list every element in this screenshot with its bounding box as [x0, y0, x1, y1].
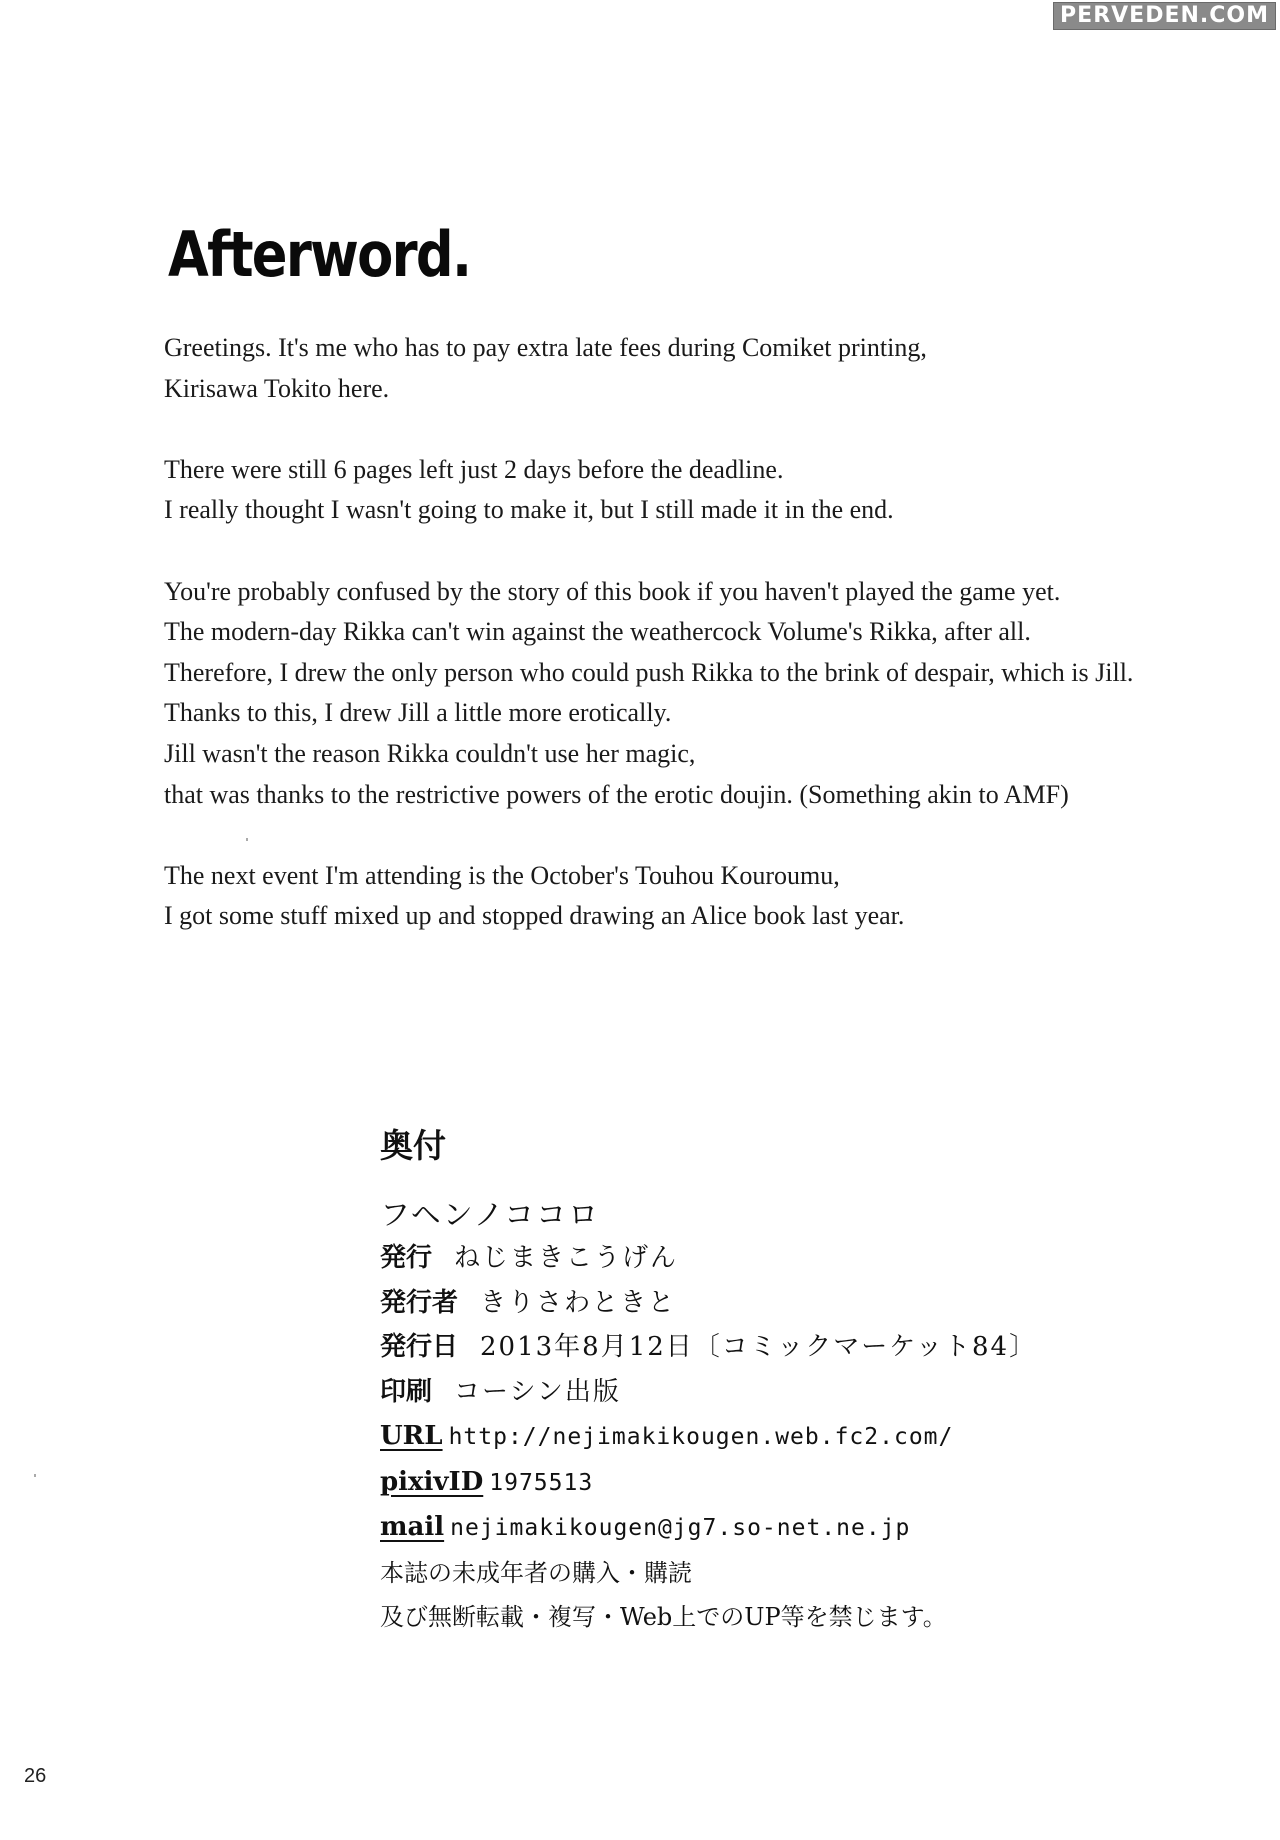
text-line: that was thanks to the restrictive powers of the erotic doujin. (Something akin to AMF) [164, 779, 1069, 809]
pixiv-label: pixivID [380, 1466, 484, 1497]
colophon-title: 奥付 [380, 1126, 446, 1165]
author-label: 発行者 [380, 1287, 459, 1318]
url-value: http://nejimakikougen.web.fc2.com/ [448, 1424, 954, 1450]
notice-line: 及び無断転載・複写・Web上でのUP等を禁じます。 [380, 1603, 947, 1631]
site-watermark: PERVEDEN.COM [1053, 2, 1276, 30]
url-label: URL [380, 1421, 443, 1451]
scan-speck [34, 1474, 36, 1477]
page-number: 26 [24, 1765, 47, 1787]
printer-value: コーシン出版 [454, 1376, 621, 1407]
author-row [380, 1281, 1037, 1326]
url-row [380, 1414, 1037, 1460]
mail-row [380, 1505, 1037, 1551]
date-label: 発行日 [380, 1332, 459, 1362]
notice-line: 本誌の未成年者の購入・購読 [380, 1558, 692, 1587]
afterword-body [164, 328, 1214, 978]
publisher-row [380, 1236, 1037, 1281]
author-value: きりさわときと [480, 1287, 677, 1318]
printer-row [380, 1370, 1037, 1415]
afterword-paragraph [164, 856, 1214, 937]
text-line: I got some stuff mixed up and stopped drawing an Alice book last year. [164, 901, 905, 931]
text-line: Thanks to this, I drew Jill a little more erotically. [164, 698, 672, 728]
pixiv-row [380, 1460, 1037, 1506]
text-line: There were still 6 pages left just 2 days before the deadline. [164, 454, 784, 484]
text-line: I really thought I wasn't going to make it, but I still made it in the end. [164, 495, 894, 525]
pixiv-value: 1975513 [489, 1469, 594, 1496]
date-value: 2013年8月12日〔コミックマーケット84〕 [480, 1332, 1038, 1362]
text-line: The next event I'm attending is the October's Touhou Kouroumu, [164, 860, 840, 890]
afterword-paragraph [164, 450, 1214, 531]
mail-value: nejimakikougen@jg7.so-net.ne.jp [450, 1515, 911, 1541]
text-line: The modern-day Rikka can't win against the weathercock Volume's Rikka, after all. [164, 617, 1031, 647]
printer-label: 印刷 [380, 1376, 433, 1407]
publisher-label: 発行 [380, 1243, 433, 1273]
date-row [380, 1325, 1037, 1370]
afterword-paragraph [164, 328, 1214, 409]
text-line: You're probably confused by the story of this book if you haven't played the game yet. [164, 576, 1061, 606]
text-line: Kirisawa Tokito here. [164, 373, 390, 403]
text-line: Therefore, I drew the only person who could push Rikka to the brink of despair, which is Jill. [164, 657, 1134, 687]
text-line: Greetings. It's me who has to pay extra late fees during Comiket printing, [164, 333, 927, 362]
mail-label: mail [380, 1512, 445, 1542]
afterword-paragraph [164, 572, 1214, 816]
colophon [380, 1124, 1037, 1640]
book-title: フヘンノココロ [380, 1198, 601, 1233]
scan-speck [246, 838, 248, 841]
text-line: Jill wasn't the reason Rikka couldn't use her magic, [164, 738, 696, 768]
afterword-heading: Afterword. [168, 218, 471, 291]
publisher-value: ねじまきこうげん [454, 1243, 679, 1273]
